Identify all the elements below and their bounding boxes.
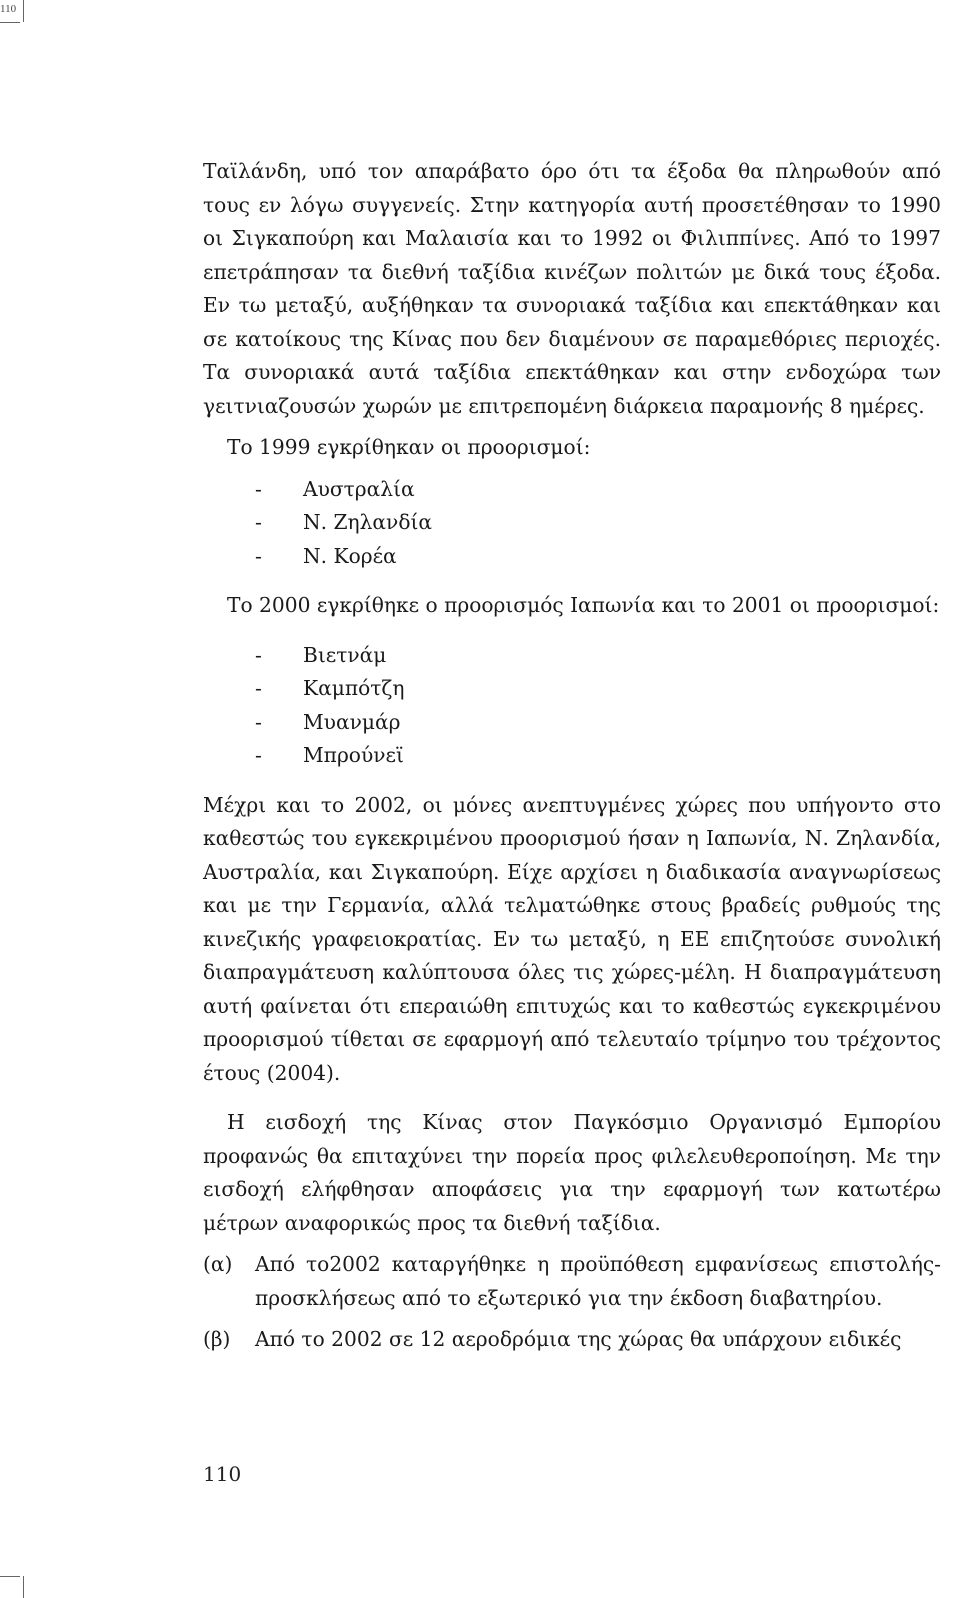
list-item: - Βιετνάμ — [203, 639, 941, 673]
list-item: - Αυστραλία — [203, 473, 941, 507]
page-body — [203, 155, 941, 1357]
corner-page-number: 110 — [0, 3, 17, 15]
paragraph-4: Μέχρι και το 2002, οι μόνες ανεπτυγμένες χώρες που υπήγοντο στο καθεστώς του εγκεκριμένου προορισμού ήσαν η Ιαπωνία, Ν. Ζηλανδία, Αυστραλία, και Σιγκαπούρη. Είχε αρχίσει η διαδικασία αναγνωρίσεως και με την Γερμανία, αλλά τελματώθηκε στους βραδείς ρυθμούς της κινεζικής γραφειοκρατίας. Εν τω μεταξύ, η ΕΕ επιζητούσε συνολική διαπραγμάτευση καλύπτουσα όλες τις χώρες-μέλη. Η διαπραγμάτευση αυτή φαίνεται ότι επεραιώθη επιτυχώς και το καθεστώς εγκεκριμένου προορισμού τίθεται σε εφαρμογή από τελευταίο τρίμηνο του τρέχοντος έτους (2004). — [203, 792, 941, 1085]
crop-mark-top-left-h — [0, 22, 20, 23]
crop-mark-bottom-left-v — [23, 1576, 24, 1598]
page-number: 110 — [203, 1462, 242, 1486]
dash-marker: - — [255, 709, 262, 734]
crop-mark-top-left-v — [23, 0, 24, 22]
list-item: - Ν. Κορέα — [203, 540, 941, 574]
destinations-1999-list — [203, 473, 941, 574]
dash-marker: - — [255, 676, 262, 700]
lettered-list — [203, 1248, 941, 1357]
dash-marker: - — [255, 476, 262, 501]
dash-marker: - — [255, 543, 262, 568]
dash-marker: - — [255, 510, 262, 534]
item-marker: (β) — [203, 1327, 231, 1351]
item-marker: (α) — [203, 1252, 233, 1276]
crop-mark-bottom-left-h — [0, 1576, 20, 1577]
list-item: - Μυανμάρ — [203, 706, 941, 740]
lettered-item-b: (β) Από το 2002 σε 12 αεροδρόμια της χώρας θα υπάρχουν ειδικές — [203, 1323, 941, 1357]
list-item: - Ν. Ζηλανδία — [203, 506, 941, 540]
paragraph-1: Ταϊλάνδη, υπό τον απαράβατο όρο ότι τα έξοδα θα πληρωθούν από τους εν λόγω συγγενείς. Στην κατηγορία αυτή προσετέθησαν το 1990 οι Σιγκαπούρη και Μαλαισία και το 1992 οι Φιλιππίνες. Από το 1997 επετράπησαν τα διεθνή ταξίδια κινέζων πολιτών με δικά τους έξοδα. Εν τω μεταξύ, αυξήθηκαν τα συνοριακά ταξίδια και επεκτάθηκαν και σε κατοίκους της Κίνας που δεν διαμένουν σε παραμεθόριες περιοχές. Τα συνοριακά αυτά ταξίδια επεκτάθηκαν και στην ενδοχώρα των γειτνιαζουσών χωρών με επιτρεπομένη διάρκεια παραμονής 8 ημέρες. — [203, 159, 941, 418]
lettered-item-a: (α) Από το2002 καταργήθηκε η προϋπόθεση εμφανίσεως επιστολής-προσκλήσεως από το εξωτερικό για την έκδοση διαβατηρίου. — [203, 1248, 941, 1315]
dash-marker: - — [255, 642, 262, 667]
paragraph-5: Η εισδοχή της Κίνας στον Παγκόσμιο Οργανισμό Εμπορίου προφανώς θα επιταχύνει την πορεία προς φιλελευθεροποίηση. Με την εισδοχή ελήφθησαν αποφάσεις για την εφαρμογή των κατωτέρω μέτρων αναφορικώς προς τα διεθνή ταξίδια. — [203, 1110, 941, 1235]
list-item: - Μπρούνεϊ — [203, 739, 941, 773]
destinations-2001-list — [203, 639, 941, 773]
list-item: - Καμπότζη — [203, 672, 941, 706]
dash-marker: - — [255, 743, 262, 767]
paragraph-2: Το 1999 εγκρίθηκαν οι προορισμοί: — [227, 435, 591, 459]
paragraph-3: Το 2000 εγκρίθηκε ο προορισμός Ιαπωνία και το 2001 οι προορισμοί: — [227, 593, 940, 617]
